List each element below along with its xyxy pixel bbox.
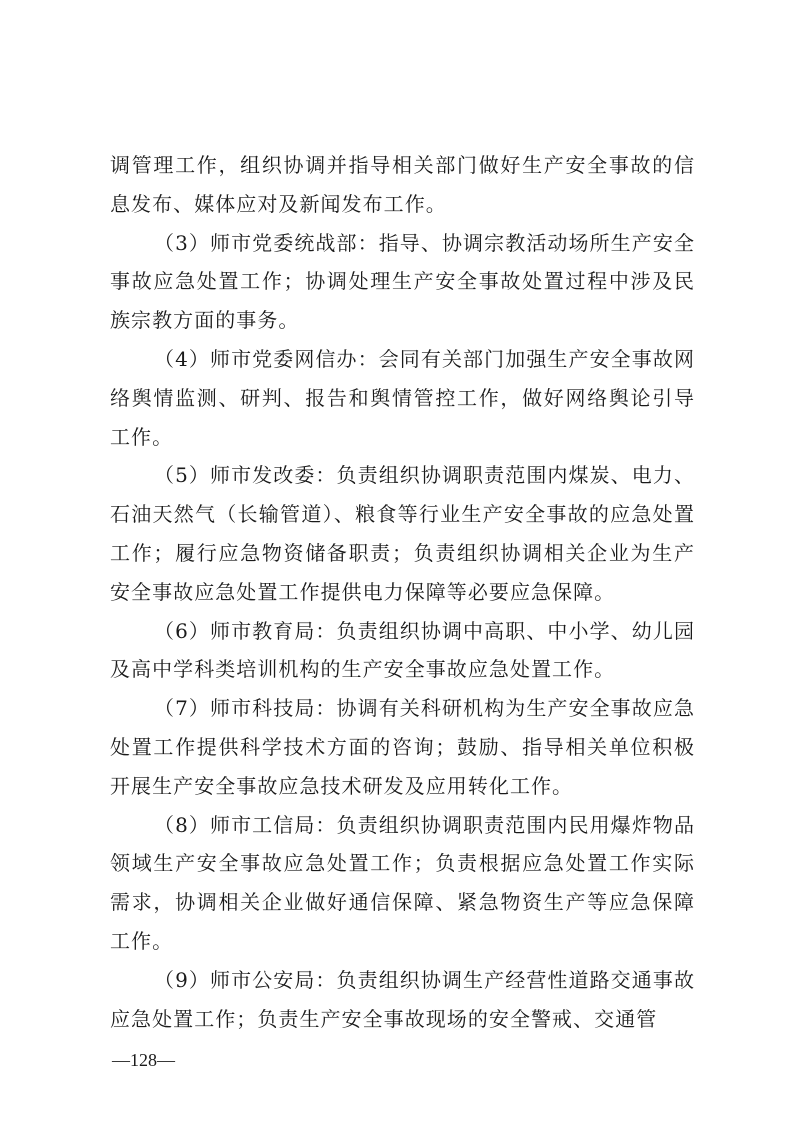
paragraph-item-3: （3）师市党委统战部：指导、协调宗教活动场所生产安全事故应急处置工作；协调处理生产安全事故处置过程中涉及民族宗教方面的事务。 (110, 230, 695, 333)
page-number: —128— (112, 1050, 175, 1070)
paragraph-item-6: （6）师市教育局：负责组织协调中高职、中小学、幼儿园及高中学科类培训机构的生产安全事故应急处置工作。 (110, 618, 695, 682)
paragraph-item-7: （7）师市科技局：协调有关科研机构为生产安全事故应急处置工作提供科学技术方面的咨询；鼓励、指导相关单位积极开展生产安全事故应急技术研发及应用转化工作。 (110, 696, 695, 798)
paragraph-item-5: （5）师市发改委：负责组织协调职责范围内煤炭、电力、石油天然气（长输管道）、粮食等行业生产安全事故的应急处置工作；履行应急物资储备职责；负责组织协调相关企业为生产安全事故应急处置工作提供电力保障等必要应急保障。 (110, 463, 695, 604)
paragraph-item-4: （4）师市党委网信办：会同有关部门加强生产安全事故网络舆情监测、研判、报告和舆情管控工作，做好网络舆论引导工作。 (110, 346, 695, 449)
paragraph-item-8: （8）师市工信局：负责组织协调职责范围内民用爆炸物品领域生产安全事故应急处置工作；负责根据应急处置工作实际需求，协调相关企业做好通信保障、紧急物资生产等应急保障工作。 (110, 812, 695, 953)
paragraph-item-9: （9）师市公安局：负责组织协调生产经营性道路交通事故应急处置工作；负责生产安全事故现场的安全警戒、交通管 (110, 967, 695, 1031)
body-text (110, 146, 695, 1038)
paragraph-continuation: 调管理工作，组织协调并指导相关部门做好生产安全事故的信息发布、媒体应对及新闻发布工作。 (110, 153, 695, 216)
